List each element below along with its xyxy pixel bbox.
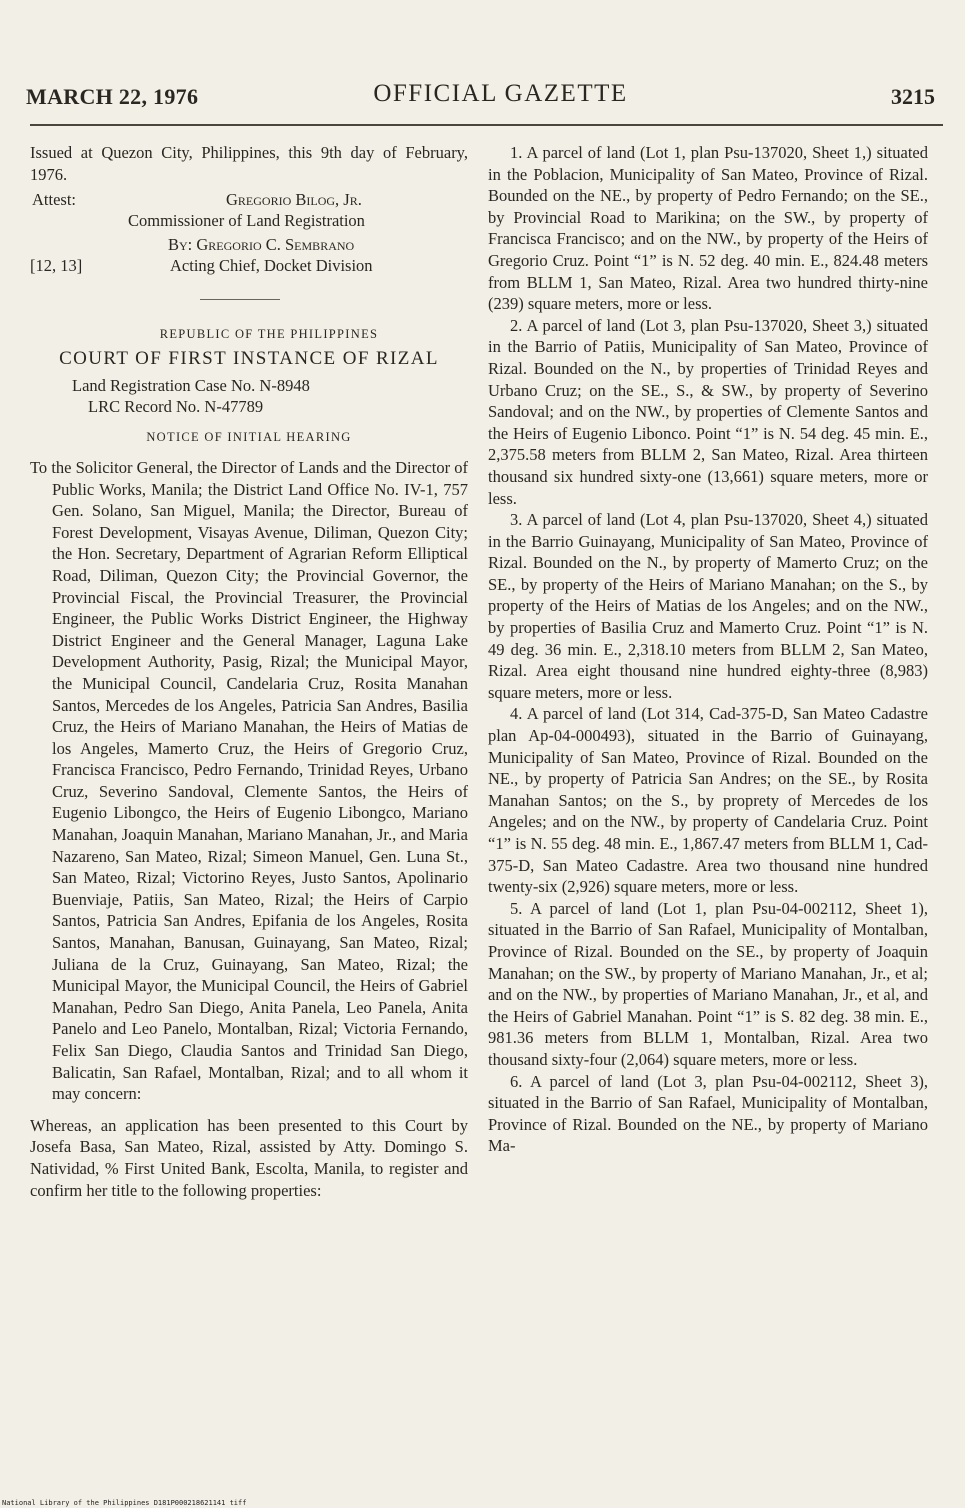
signatory-2-by: By: Gregorio C. Sembrano xyxy=(168,235,355,255)
header-date: MARCH 22, 1976 xyxy=(26,84,199,109)
attest-block xyxy=(30,189,468,287)
signatory-1-name: Gregorio Bilog, Jr. xyxy=(226,190,362,210)
left-column xyxy=(30,142,468,1201)
section-divider xyxy=(200,299,280,300)
whereas-paragraph: Whereas, an application has been presented to this Court by Josefa Basa, San Mateo, Rizal, assisted by Atty. Domingo S. Natividad, % First United Bank, Escolta, Manila, to register and confirm her title to the following properties: xyxy=(30,1115,468,1200)
parcel-paragraph: 5. A parcel of land (Lot 1, plan Psu-04-002112, Sheet 1), situated in the Barrio of San Rafael, Municipality of Montalban, Province of Rizal. Bounded on the SE., by property of Joaquin Manahan; on the SW., by property of Mariano Manahan, Jr., et al; and on the NW., by properties of Mariano Manahan, Jr., et al, and the Heirs of Gabriel Manahan. Point “1” is S. 82 deg. 38 min. E., 981.36 meters from BLLM 1, Montalban, Rizal. Area two thousand sixty-four (2,064) square meters, more or less. xyxy=(488,898,928,1069)
right-column xyxy=(488,142,928,1157)
reference-number: [12, 13] xyxy=(30,256,83,276)
signatory-1-title: Commissioner of Land Registration xyxy=(128,211,365,231)
parcel-paragraph: 1. A parcel of land (Lot 1, plan Psu-137020, Sheet 1,) situated in the Poblacion, Municipality of San Mateo, Province of Rizal. Bounded on the NE., by property of Pedro Fernando; on the SE., by Provincial Road to Marikina; on the SW., by property of Francisca Francisco; and on the NW., by property of the Heirs of Gregorio Cruz. Point “1” is N. 52 deg. 40 min. E., 824.48 meters from BLLM 1, San Mateo, Rizal. Area two hundred thirty-nine (239) square meters, more or less. xyxy=(488,143,928,314)
notice-heading: NOTICE OF INITIAL HEARING xyxy=(146,430,352,445)
scan-footer: National Library of the Philippines D181P000218621141 tiff xyxy=(2,1499,247,1507)
lrc-record-number: LRC Record No. N-47789 xyxy=(88,397,264,417)
parcel-paragraph: 2. A parcel of land (Lot 3, plan Psu-137020, Sheet 3,) situated in the Barrio of Patiis, Municipality of San Mateo, Province of Rizal. Bounded on the N., by properties of Trinidad Reyes and Urbano Cruz; on the SE., S., & SW., by property of Severino Sandoval; and on the NW., by properties of Clemente Santos and the Heirs of Eugenio Libonco. Point “1” is N. 54 deg. 45 min. E., 2,375.58 meters from BLLM 2, San Mateo, Rizal. Area thirteen thousand six hundred sixty-one (13,661) square meters, more or less. xyxy=(488,315,928,508)
issued-statement: Issued at Quezon City, Philippines, this 9th day of February, 1976. xyxy=(30,143,468,184)
case-number: Land Registration Case No. N-8948 xyxy=(72,376,310,396)
parcel-paragraph: 3. A parcel of land (Lot 4, plan Psu-137020, Sheet 4,) situated in the Barrio Guinayang, Municipality of San Mateo, Province of Rizal. Bounded on the N., by property of Mamerto Cruz; on the SE., by property of the Heirs of Mariano Manahan; on the S., by property of the Heirs of Matias de los Angeles; and on the NW., by properties of Basilia Cruz and Mamerto Cruz. Point “1” is N. 49 deg. 36 min. E., 2,318.10 meters from BLLM 2, San Mateo, Rizal. Area eight thousand nine hundred eighty-three (8,983) square meters, more or less. xyxy=(488,510,928,702)
court-heading: COURT OF FIRST INSTANCE OF RIZAL xyxy=(59,347,439,369)
header-page-number: 3215 xyxy=(891,84,935,109)
header-rule xyxy=(30,124,943,126)
attest-label: Attest: xyxy=(32,190,76,210)
parcel-paragraph: 4. A parcel of land (Lot 314, Cad-375-D, San Mateo Cadastre plan Ap-04-000493), situated in the Barrio of Guinayang, Municipality of San Mateo, Province of Rizal. Bounded on the NE., by property of Patricia San Andres; on the SE., by Rosita Manahan Santos; on the S., by proprety of Mercedes de los Angeles; and on the NW., by property of Candelaria Cruz. Point “1” is N. 55 deg. 48 min. E., 1,867.47 meters from BLLM 1, Cad-375-D, San Mateo Cadastre. Area two thousand nine hundred twenty-six (2,926) square meters, more or less. xyxy=(488,704,928,897)
parcel-paragraph: 6. A parcel of land (Lot 3, plan Psu-04-002112, Sheet 3), situated in the Barrio of San Rafael, Municipality of Montalban, Province of Rizal. Bounded on the NE., by property of Mariano Ma- xyxy=(488,1071,928,1156)
addressees-paragraph: To the Solicitor General, the Director of Lands and the Director of Public Works, Manila; the District Land Office No. IV-1, 757 Gen. Solano, San Miguel, Manila; the Director, Bureau of Forest Development, Visayas Avenue, Diliman, Quezon City; the Hon. Secretary, Department of Agrarian Reform Elliptical Road, Diliman, Quezon City; the Provincial Governor, the Provincial Fiscal, the Provincial Treasurer, the Provincial Engineer, the Public Works District Engineer, the Highway District Engineer and the General Manager, Laguna Lake Development Authority, Pasig, Rizal; the Municipal Mayor, the Municipal Council, Candelaria Cruz, Rosita Manahan Santos, Mercedes de los Angeles, Patricia San Andres, Basilia Cruz, the Heirs of Mariano Manahan, the Heirs of Matias de los Angeles, Mamerto Cruz, the Heirs of Gregorio Cruz, Francisca Francisco, Pedro Fernando, Trinidad Reyes, Urbano Cruz, Severino Sandoval, Clemente Santos, the Heirs of Eugenio Libongco, the Heirs of Eugenio Libongco, Mariano Manahan, Joaquin Manahan, Mariano Manahan, Jr., and Maria Nazareno, San Mateo, Rizal; Simeon Manuel, Gen. Luna St., San Mateo, Rizal; Victorino Reyes, Justo Santos, Apolinario Buenviaje, Patiis, San Mateo, Rizal; the Heirs of Carpio Santos, Patricia San Andres, Epifania de los Angeles, Rosita Santos, Manahan, Banusan, Guinayang, San Mateo, Rizal; Juliana de la Cruz, Guinayang, San Mateo, Rizal; the Municipal Mayor, the Municipal Council, the Heirs of Gabriel Manahan, Pedro San Diego, Anita Panela, Leo Panela, Anita Panelo and Leo Panelo, Montalban, Rizal; Victoria Fernando, Felix San Diego, Claudia Santos and Trinidad San Diego, Balicatin, San Rafael, Montalban, Rizal; and to all whom it may concern: xyxy=(30,457,468,1104)
page-header xyxy=(26,78,935,118)
signatory-2-title: Acting Chief, Docket Division xyxy=(170,256,373,276)
header-title: OFFICIAL GAZETTE xyxy=(373,80,628,107)
republic-heading: REPUBLIC OF THE PHILIPPINES xyxy=(159,327,379,342)
